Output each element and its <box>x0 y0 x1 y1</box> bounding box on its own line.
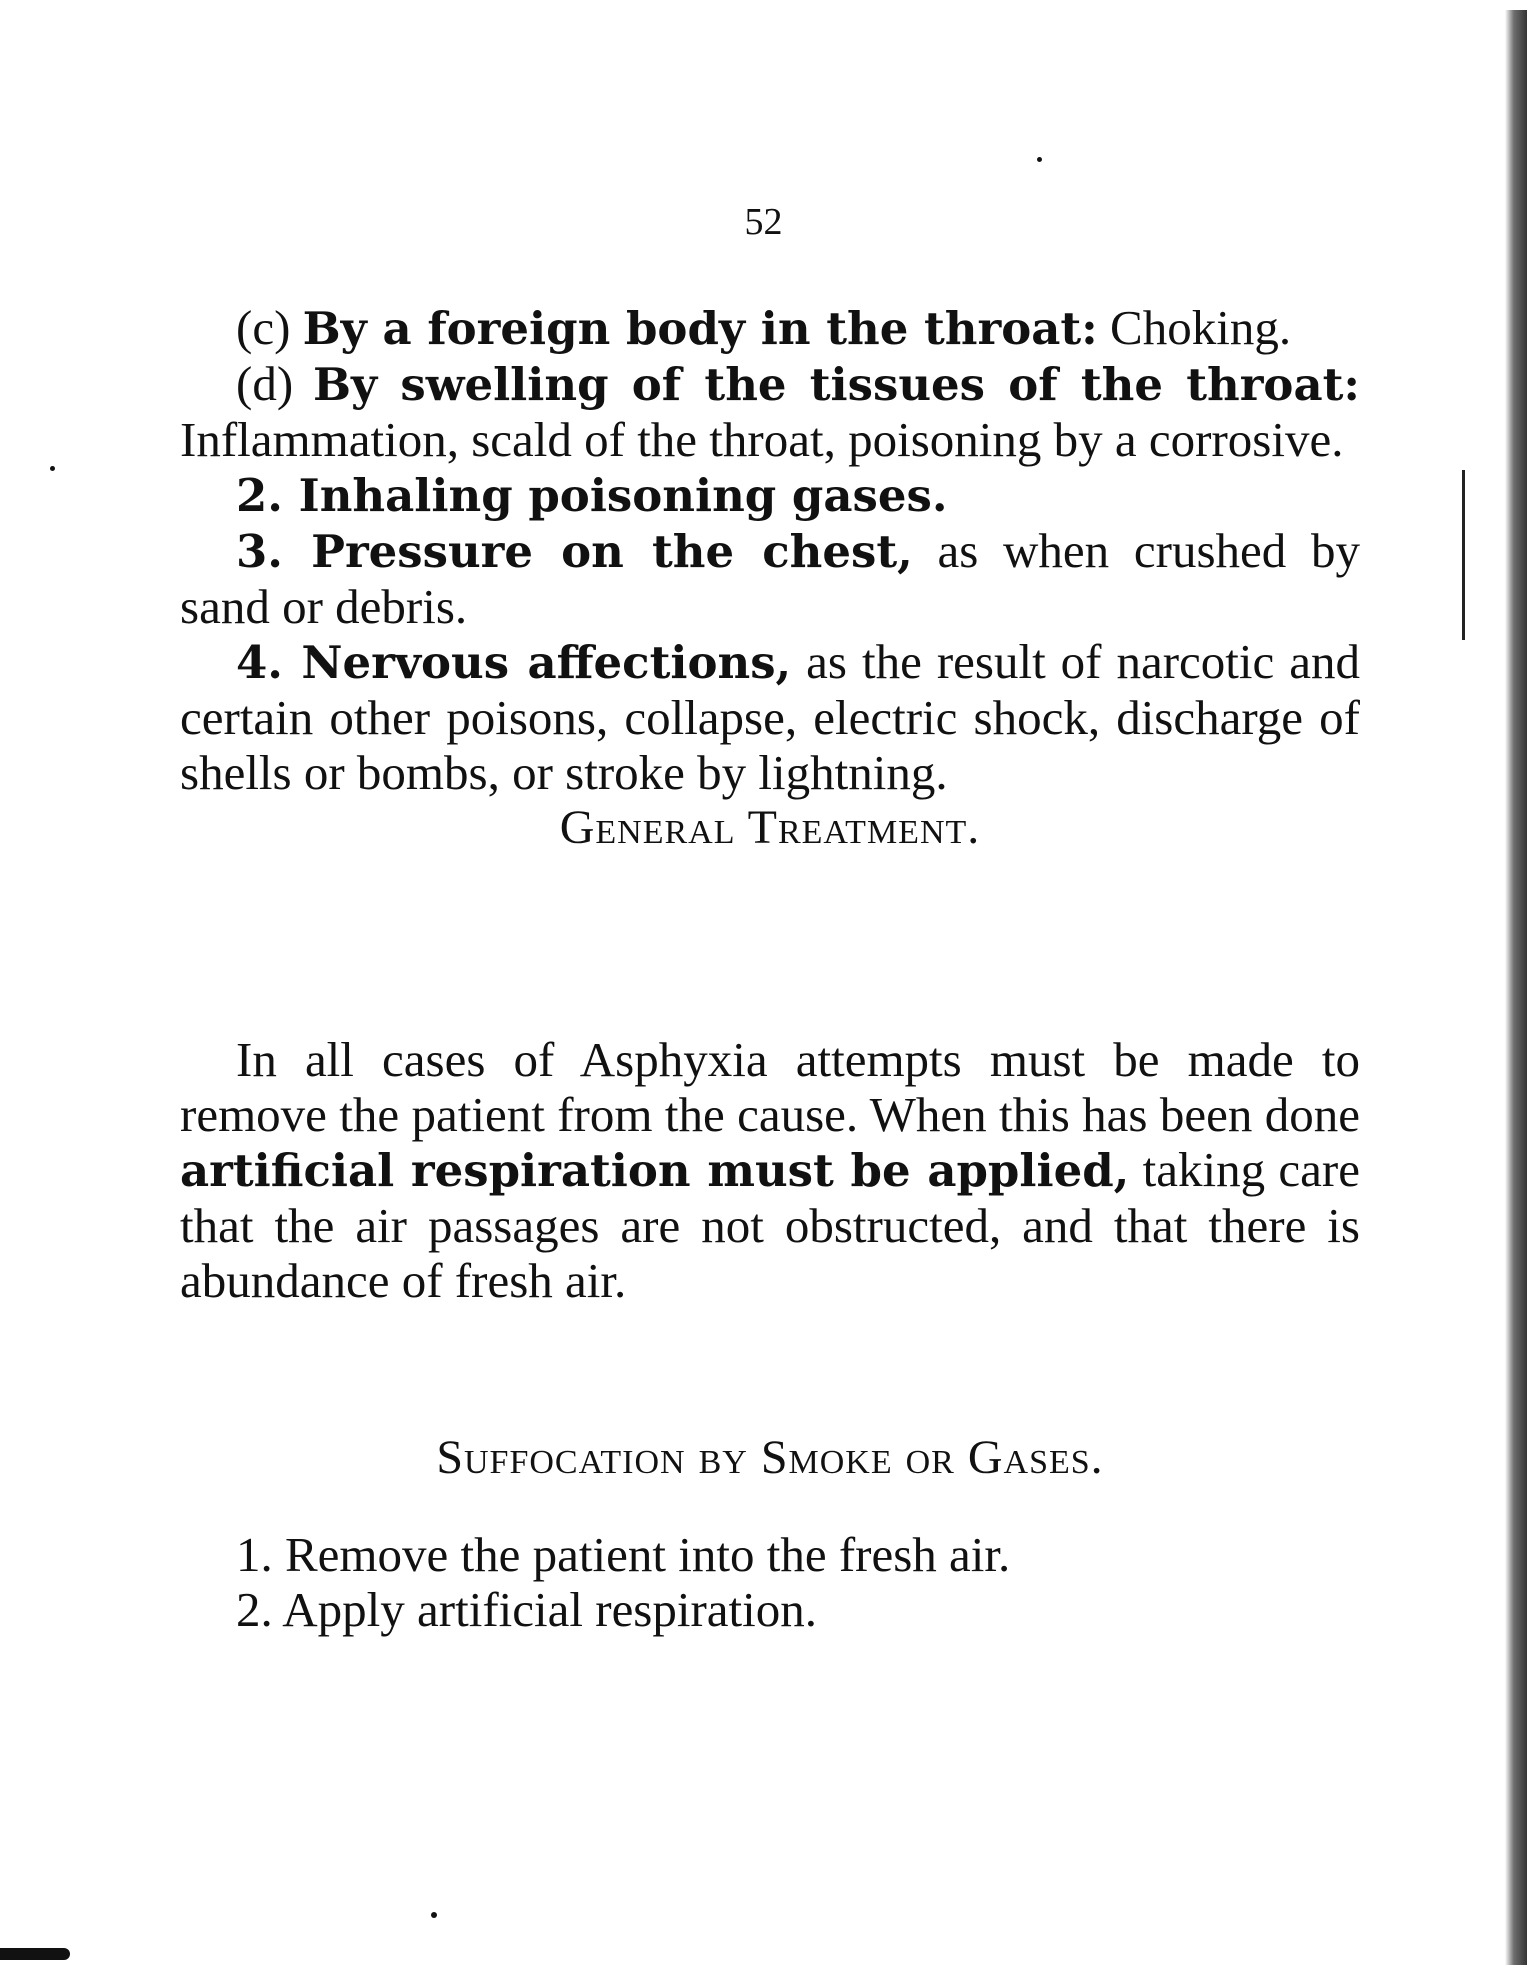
cause-4-bold: Nervous affections, <box>301 636 792 689</box>
scan-edge-line <box>1462 470 1465 640</box>
cause-2-bold: Inhaling poisoning gases. <box>298 469 948 522</box>
cause-d-bold: By swelling of the tissues of the throat: <box>312 358 1361 411</box>
cause-4-number: 4. <box>236 636 302 689</box>
suffocation-step-1: 1. Remove the patient into the fresh air. <box>236 1527 1011 1582</box>
scan-corner-mark <box>0 1948 70 1960</box>
scan-speck <box>431 1912 437 1918</box>
cause-2-number: 2. <box>236 469 299 522</box>
suffocation-step-2: 2. Apply artificial respiration. <box>236 1582 818 1637</box>
causes-section <box>180 300 1360 855</box>
general-treatment-section <box>180 1032 1360 1308</box>
cause-d-prefix: (d) <box>236 356 313 411</box>
suffocation-section <box>180 1430 1360 1637</box>
cause-3-number: 3. <box>236 525 312 578</box>
general-treatment-text-2: taking care that the air passages are not obstructed, and that there is abundance of fresh air. <box>180 1142 1360 1308</box>
cause-3-bold: Pressure on the chest, <box>311 525 913 578</box>
suffocation-heading: Suffocation by Smoke or Gases. <box>436 1431 1104 1484</box>
general-treatment-heading: General Treatment. <box>559 801 981 854</box>
cause-4 <box>180 634 1360 800</box>
scan-speck <box>1037 157 1042 162</box>
cause-c-prefix: (c) <box>236 300 303 355</box>
cause-4-rest: as the result of narcotic and certain other poisons, collapse, electric shock, discharge of shells or bombs, or stroke by lightning. <box>180 634 1360 800</box>
general-treatment-paragraph <box>180 1032 1360 1308</box>
cause-c <box>180 300 1360 356</box>
general-treatment-text-1: In all cases of Asphyxia attempts must be made to remove the patient from the cause. When this has been done <box>180 1032 1360 1142</box>
page-number: 52 <box>744 201 783 243</box>
cause-2 <box>180 467 1360 523</box>
cause-d-rest: Inflammation, scald of the throat, poisoning by a corrosive. <box>180 412 1344 467</box>
cause-c-rest: Choking. <box>1097 300 1292 355</box>
cause-c-bold: By a foreign body in the throat: <box>302 302 1098 355</box>
cause-3 <box>180 523 1360 634</box>
cause-d <box>180 356 1360 467</box>
cause-3-rest: as when crushed by sand or debris. <box>180 523 1360 634</box>
general-treatment-bold: artificial respiration must be applied, <box>180 1144 1130 1197</box>
scan-edge-shadow <box>1505 10 1527 1965</box>
scan-speck <box>50 466 55 471</box>
